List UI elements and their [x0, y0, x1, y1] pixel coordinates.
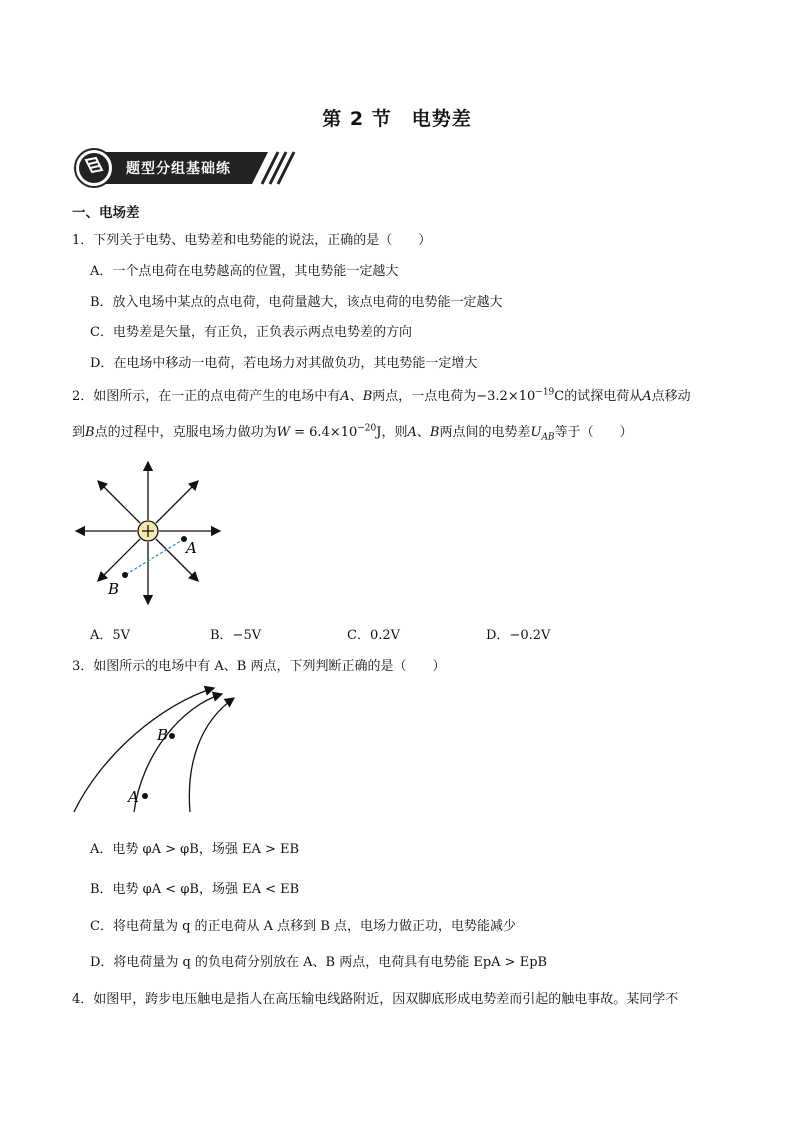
- point-b: [122, 572, 128, 578]
- svg-text:B: B: [108, 580, 120, 598]
- work-value: $W = 6.4\times 10^{-20}J$: [276, 423, 382, 440]
- question-2-stem-line1: 2．如图所示，在一正的点电荷产生的电场中有A、B两点，一点电荷为$-3.2\times 10^{-19}C$的试探电荷从A点移动: [72, 387, 691, 404]
- q2-option-c: C．0.2V: [347, 628, 401, 643]
- q1-option-a: A．一个点电荷在电势越高的位置，其电势能一定越大: [90, 264, 399, 279]
- q3-option-a: A．电势 φA > φB，场强 EA > EB: [90, 842, 300, 857]
- question-4-stem: 4．如图甲，跨步电压触电是指人在高压输电线路附近，因双脚底形成电势差而引起的触电事故。某同学不: [72, 992, 679, 1007]
- page-title: 第 2 节 电势差: [322, 108, 472, 130]
- svg-text:B: B: [157, 726, 169, 744]
- u-ab-symbol: $U_{AB}$: [530, 425, 555, 443]
- svg-text:A: A: [186, 539, 197, 557]
- q1-option-d: D．在电场中移动一电荷，若电场力对其做负功，其电势能一定增大: [90, 356, 478, 371]
- question-3-stem: 3．如图所示的电场中有 A、B 两点，下列判断正确的是（ ）: [72, 659, 446, 674]
- q3-option-c: C．将电荷量为 q 的正电荷从 A 点移到 B 点，电场力做正功，电势能减少: [90, 919, 517, 934]
- banner-label: 题型分组基础练: [126, 161, 231, 177]
- q2-option-b: B．−5V: [210, 628, 262, 643]
- q1-option-b: B．放入电场中某点的点电荷，电荷量越大，该点电荷的电势能一定越大: [90, 295, 503, 310]
- question-1-stem: 1．下列关于电势、电势差和电势能的说法，正确的是（ ）: [72, 233, 432, 248]
- q3-option-d: D．将电荷量为 q 的负电荷分别放在 A、B 两点，电荷具有电势能 EpA > EpB: [90, 955, 548, 970]
- q2-option-a: A．5V: [90, 628, 131, 643]
- charge-value: $-3.2\times 10^{-19}C$: [476, 387, 565, 404]
- question-2-stem-line2: 到B点的过程中，克服电场力做功为$W = 6.4\times 10^{-20}J$，则A、B两点间的电势差$U_{AB}$等于（ ）: [72, 423, 633, 443]
- q1-option-c: C．电势差是矢量，有正负，正负表示两点电势差的方向: [90, 325, 412, 340]
- q3-option-b: B．电势 φA < φB，场强 EA < EB: [90, 882, 300, 897]
- point-b: [169, 733, 175, 739]
- point-charge-field-figure: [72, 458, 226, 608]
- point-a: [142, 793, 148, 799]
- svg-text:A: A: [128, 788, 139, 806]
- section-heading: 一、电场差: [72, 205, 140, 221]
- curved-field-figure: [72, 684, 242, 816]
- q2-option-d: D．−0.2V: [486, 628, 551, 643]
